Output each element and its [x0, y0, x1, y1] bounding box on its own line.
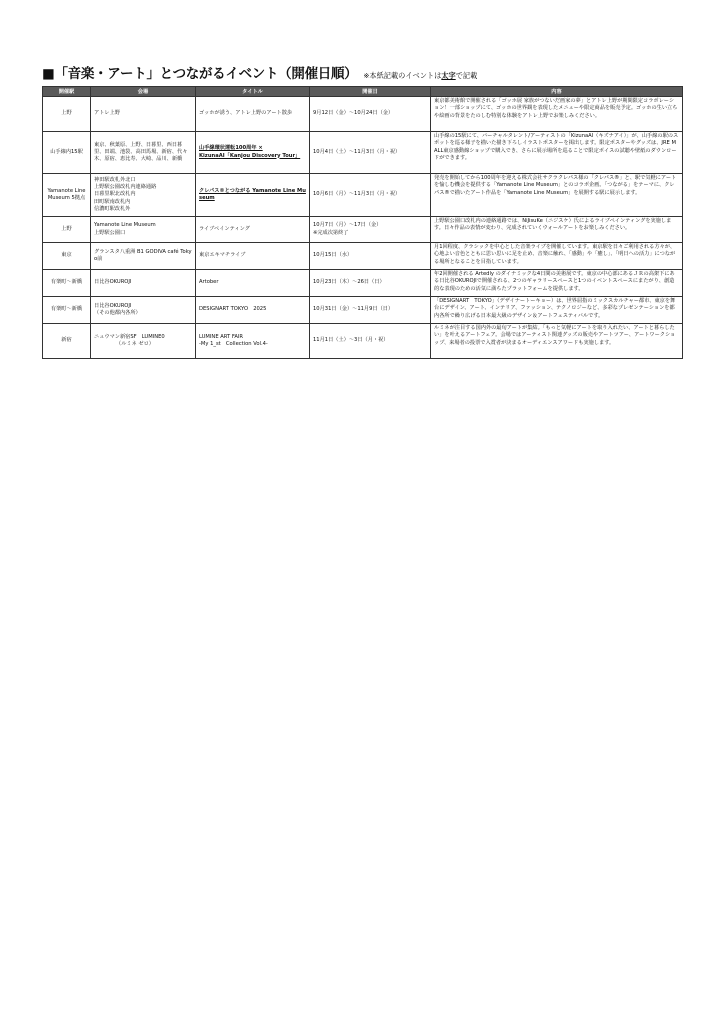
- header-venue: 会場: [91, 87, 196, 97]
- title-line: クレパス®とつながる Yamanote Line Museum: [199, 187, 306, 201]
- table-row: [43, 324, 683, 359]
- date-cell: [310, 174, 431, 217]
- station-cell: 上野: [43, 97, 91, 132]
- description-cell: 山手線の15駅にて、バーチャルタレント/アーティストの「KizunaAI（キズナアイ）」が、山手線の駅のスポットを巡る様子を描いた描き下ろしイラストポスターを掲出します。限定ポスターやグッズは、JRE MALL東京感動線ショップで購入でき、さらに展示場所を巡ることで限定ボイスの試聴や壁紙のダウンロードができます。: [431, 132, 683, 174]
- date-cell: [310, 297, 431, 324]
- venue-cell: [91, 132, 196, 174]
- heading-note-emphasis: 太字: [441, 71, 456, 80]
- venue-cell: [91, 297, 196, 324]
- table-row: [43, 217, 683, 243]
- title-cell: [196, 132, 310, 174]
- table-row: [43, 174, 683, 217]
- table-header-row: [43, 87, 683, 97]
- venue-line: 日暮里駅北改札内: [94, 191, 136, 198]
- table-row: [43, 243, 683, 270]
- date-cell: [310, 243, 431, 270]
- venue-line: 日比谷OKUROJI: [94, 279, 132, 286]
- date-text: 10月4日（土）～11月3日（月・祝）: [313, 148, 401, 155]
- title-cell: [196, 243, 310, 270]
- venue-line: 上野駅公園改札内連絡通路: [94, 184, 157, 191]
- venue-line: Yamanote Line Museum: [94, 222, 156, 229]
- table-row: [43, 270, 683, 297]
- station-cell: 有楽町～新橋: [43, 270, 91, 297]
- title-cell: [196, 217, 310, 243]
- date-text: 10月15日（水）: [313, 252, 353, 259]
- venue-line: 東京、秋葉原、上野、日暮里、西日暮里、田端、池袋、高田馬場、新宿、代々木、原宿、恵比寿、大崎、品川、新橋: [94, 141, 188, 163]
- description-cell: 年2回開催される Artedly のダイナミックな4日間の美術展です。東京の中心部にあるＪＲの高架下にある日比谷OKUROJIで開催される、2つのギャラリースペースと1つのイベントスペースにまたがり、創造的な表現のための活気に満ちたプラットフォームを提供します。: [431, 270, 683, 297]
- date-text: 10月23日（木）～26日（日）: [313, 279, 385, 286]
- title-line: LUMINE ART FAIR: [199, 333, 244, 340]
- header-title: タイトル: [196, 87, 310, 97]
- title-line: Artober: [199, 279, 219, 286]
- station-cell: Yamanote Line Museum 5拠点: [43, 174, 91, 217]
- event-table: [42, 86, 683, 359]
- date-cell: [310, 217, 431, 243]
- date-text: 10月31日（金）～11月9日（日）: [313, 306, 394, 313]
- date-text: 11月1日（土）～3日（月・祝）: [313, 337, 389, 344]
- title-line: 山手線環状運転100周年 ×: [199, 145, 263, 152]
- station-cell: 有楽町～新橋: [43, 297, 91, 324]
- heading-note-suffix: で記載: [455, 71, 478, 80]
- date-cell: [310, 270, 431, 297]
- station-cell: 新宿: [43, 324, 91, 359]
- page-title: ■「音楽・アート」とつながるイベント（開催日順）: [42, 66, 358, 82]
- venue-line: ニュウマン新宿SF LUMINE0: [94, 333, 165, 340]
- title-cell: [196, 97, 310, 132]
- venue-cell: [91, 324, 196, 359]
- date-text: 10月7日（月）～17日（金）: [313, 222, 382, 229]
- title-line: ゴッホが誘う、アトレ上野のアート散歩: [199, 110, 293, 117]
- date-cell: [310, 97, 431, 132]
- venue-line: （ルミネ ゼロ）: [116, 341, 154, 347]
- station-cell: 上野: [43, 217, 91, 243]
- date-cell: [310, 324, 431, 359]
- date-cell: [310, 132, 431, 174]
- header-station: 開催駅: [43, 87, 91, 97]
- venue-line: 信濃町駅改札外: [94, 205, 131, 212]
- title-cell: [196, 270, 310, 297]
- table-row: [43, 132, 683, 174]
- venue-line: グランスタ八重洲 B1 GODIVA café Tokyo前: [94, 248, 192, 262]
- date-text: 9月12日（金）～10月24日（金）: [313, 110, 394, 117]
- station-cell: 山手線内15駅: [43, 132, 91, 174]
- venue-line: （その他都内各所）: [94, 310, 141, 316]
- heading-note-prefix: ※本紙記載のイベントは: [363, 71, 442, 80]
- venue-cell: [91, 217, 196, 243]
- description-cell: 発売を開始してから100周年を迎える株式会社サクラクレパス様の「クレパス®」と、駅で気軽にアートを愉しむ機会を提供する「Yamanote Line Museum」とのコラボ企画。「つながる」をテーマに、クレパス®で描いたアート作品を「Yamanote Line Museum」を展開する駅に展示します。: [431, 174, 683, 217]
- description-cell: ルミネが注目する国内外の最旬アートが集結。「もっと気軽にアートを取り入れたい、アートと暮らしたい」を叶えるアートフェア。会場ではアーティスト関連グッズの販売やアートツアー、アートワークショップ、来場者の投票で入賞者が決まるオーディエンスアワードも実施します。: [431, 324, 683, 359]
- date-text: 10月6日（月）～11月3日（月・祝）: [313, 191, 401, 198]
- description-cell: 東京都美術館で開催される「ゴッホ展 家族がつないだ画家の夢」とアトレ上野が期間限定コラボレーション！一部ショップにて、ゴッホの世界観を表現したメニューや限定商品を販売予定。ゴッホの生い立ちや絵画の背景をたのしむ特別な体験をアトレ上野でお楽しみください。: [431, 97, 683, 132]
- venue-cell: [91, 97, 196, 132]
- date-note: ※完成次第終了: [313, 229, 349, 236]
- description-cell: 上野駅公園口改札内の連絡通路では、NiJisuKe（ニジスケ）氏によるライブペインティングを実施します。日々作品の表情が変わり、完成されていくウォールアートをお楽しみください。: [431, 217, 683, 243]
- heading-note: [363, 71, 477, 81]
- venue-line: アトレ上野: [94, 110, 120, 117]
- venue-line: 神田駅改札外北口: [94, 176, 136, 183]
- table-row: [43, 97, 683, 132]
- title-cell: [196, 324, 310, 359]
- title-line: -My 1_st Collection Vol.4-: [199, 341, 268, 347]
- header-date: 開催日: [310, 87, 431, 97]
- venue-cell: [91, 174, 196, 217]
- station-cell: 東京: [43, 243, 91, 270]
- venue-line: 田町駅南改札内: [94, 198, 131, 205]
- table-row: [43, 297, 683, 324]
- venue-cell: [91, 270, 196, 297]
- description-cell: 「DESIGNART TOKYO」（デザイナートーキョー）は、世界屈指のミックスカルチャー都市、東京を舞台にデザイン、アート、インテリア、ファッション、テクノロジーなど、多彩なプレゼンテーションを都内各所で繰り広げる日本最大級のデザイン＆アートフェスティバルです。: [431, 297, 683, 324]
- title-line: KizunaAI「Kanjou Discovery Tour」: [199, 152, 301, 159]
- title-line: 東京エキマチライブ: [199, 252, 246, 259]
- description-cell: 月1回程度、クラシックを中心とした音楽ライブを開催しています。東京駅を日々ご利用される方々が、心地よい音色とともに思い思いに足を止め、音楽に触れ、「感動」や「癒し」、「明日への活力」につながる場所となることを目指しています。: [431, 243, 683, 270]
- title-cell: [196, 174, 310, 217]
- venue-line: 上野駅公園口: [94, 229, 126, 236]
- title-cell: [196, 297, 310, 324]
- venue-line: 日比谷OKUROJI: [94, 302, 132, 309]
- venue-cell: [91, 243, 196, 270]
- page-heading: [42, 62, 477, 82]
- title-line: ライブペインティング: [199, 225, 250, 232]
- header-content: 内容: [431, 87, 683, 97]
- title-line: DESIGNART TOKYO 2025: [199, 306, 267, 313]
